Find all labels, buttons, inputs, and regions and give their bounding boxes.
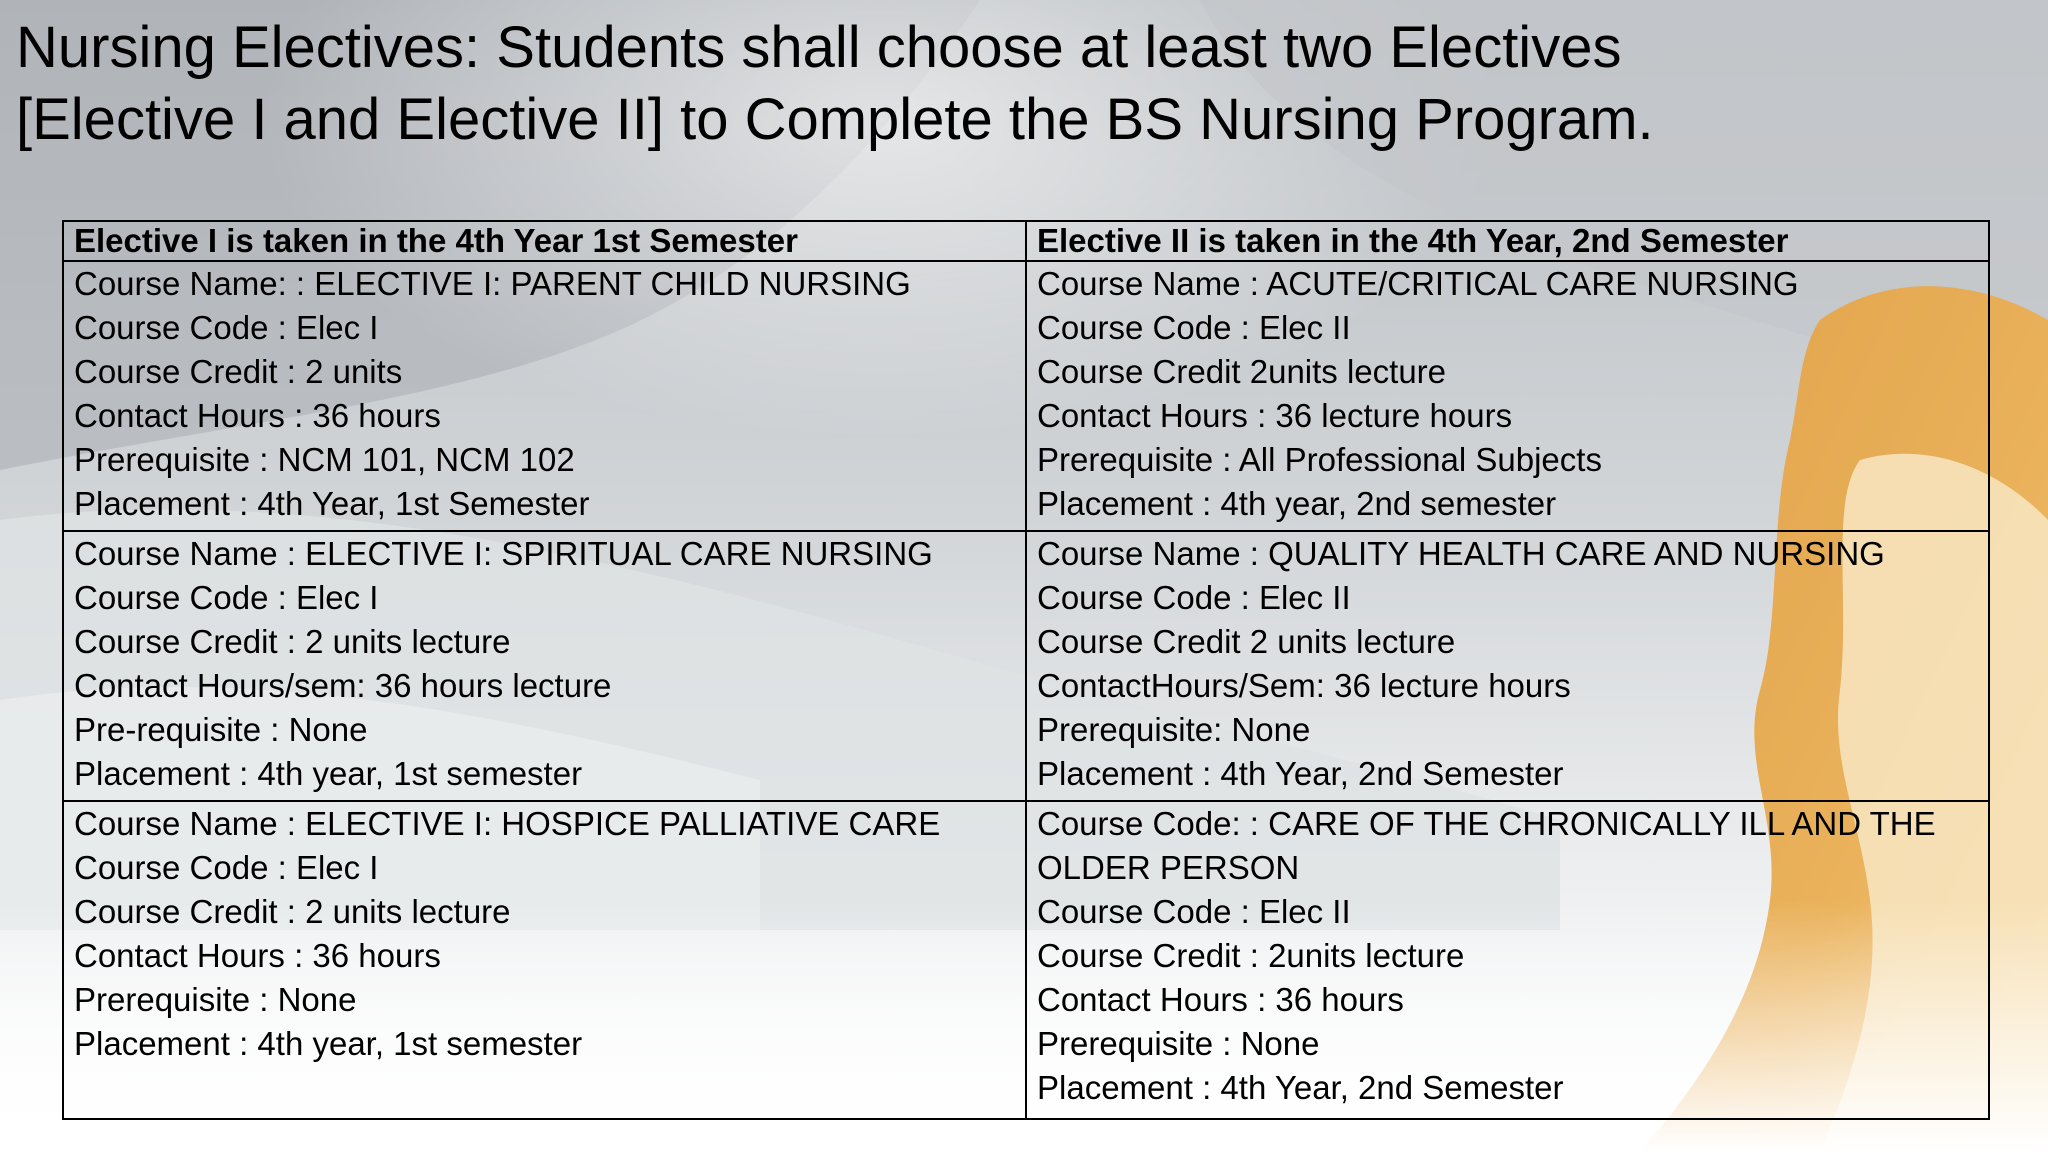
electives-table [62,220,1990,1120]
course-credit: Course Credit 2units lecture [1037,353,1447,390]
table-header-row [63,221,1989,261]
prerequisite: Prerequisite: None [1037,711,1311,748]
header-elective-2: Elective II is taken in the 4th Year, 2nd Semester [1026,221,1989,261]
course-credit: Course Credit : 2units lecture [1037,937,1465,974]
placement: Placement : 4th Year, 2nd Semester [1037,1069,1564,1106]
placement: Placement : 4th year, 1st semester [74,755,583,792]
course-credit: Course Credit 2 units lecture [1037,623,1456,660]
course-name: Course Name: : ELECTIVE I: PARENT CHILD NURSING [74,265,911,302]
course-name: Course Name : ELECTIVE I: HOSPICE PALLIATIVE CARE [74,805,941,842]
slide-title [16,12,2016,156]
prerequisite: Pre-requisite : None [74,711,368,748]
prerequisite: Prerequisite : None [74,981,357,1018]
elective-2-course-cell [1026,531,1989,801]
course-code: Course Code : Elec II [1037,309,1351,346]
course-code: Course Code : Elec I [74,849,379,886]
prerequisite: Prerequisite : None [1037,1025,1320,1062]
table-row [63,801,1989,1119]
prerequisite: Prerequisite : All Professional Subjects [1037,441,1602,478]
table-row [63,261,1989,531]
course-name: Course Name : QUALITY HEALTH CARE AND NURSING [1037,535,1885,572]
contact-hours: Contact Hours : 36 hours [74,397,441,434]
prerequisite: Prerequisite : NCM 101, NCM 102 [74,441,575,478]
placement: Placement : 4th Year, 2nd Semester [1037,755,1564,792]
course-name: Course Name : ACUTE/CRITICAL CARE NURSING [1037,265,1799,302]
contact-hours: Contact Hours : 36 lecture hours [1037,397,1513,434]
placement: Placement : 4th year, 1st semester [74,1025,583,1062]
placement: Placement : 4th Year, 1st Semester [74,485,590,522]
contact-hours: Contact Hours/sem: 36 hours lecture [74,667,612,704]
course-code: Course Code : Elec I [74,579,379,616]
slide-title-line-1: Nursing Electives: Students shall choose at least two Electives [16,15,1622,80]
course-credit: Course Credit : 2 units lecture [74,893,511,930]
course-name: Course Name : ELECTIVE I: SPIRITUAL CARE NURSING [74,535,933,572]
elective-2-course-cell [1026,801,1989,1119]
course-code: Course Code : Elec I [74,309,379,346]
contact-hours: Contact Hours : 36 hours [74,937,441,974]
course-code: Course Code : Elec II [1037,579,1351,616]
elective-1-course-cell [63,531,1026,801]
elective-1-course-cell [63,261,1026,531]
course-credit: Course Credit : 2 units [74,353,403,390]
course-code: Course Code : Elec II [1037,893,1351,930]
placement: Placement : 4th year, 2nd semester [1037,485,1557,522]
elective-1-course-cell [63,801,1026,1119]
slide-title-line-2: [Elective I and Elective II] to Complete the BS Nursing Program. [16,87,1654,152]
elective-2-course-cell [1026,261,1989,531]
course-name: Course Code: : CARE OF THE CHRONICALLY ILL AND THE OLDER PERSON [1037,805,1936,886]
course-credit: Course Credit : 2 units lecture [74,623,511,660]
contact-hours: Contact Hours : 36 hours [1037,981,1404,1018]
table-row [63,531,1989,801]
contact-hours: ContactHours/Sem: 36 lecture hours [1037,667,1571,704]
header-elective-1: Elective I is taken in the 4th Year 1st Semester [63,221,1026,261]
